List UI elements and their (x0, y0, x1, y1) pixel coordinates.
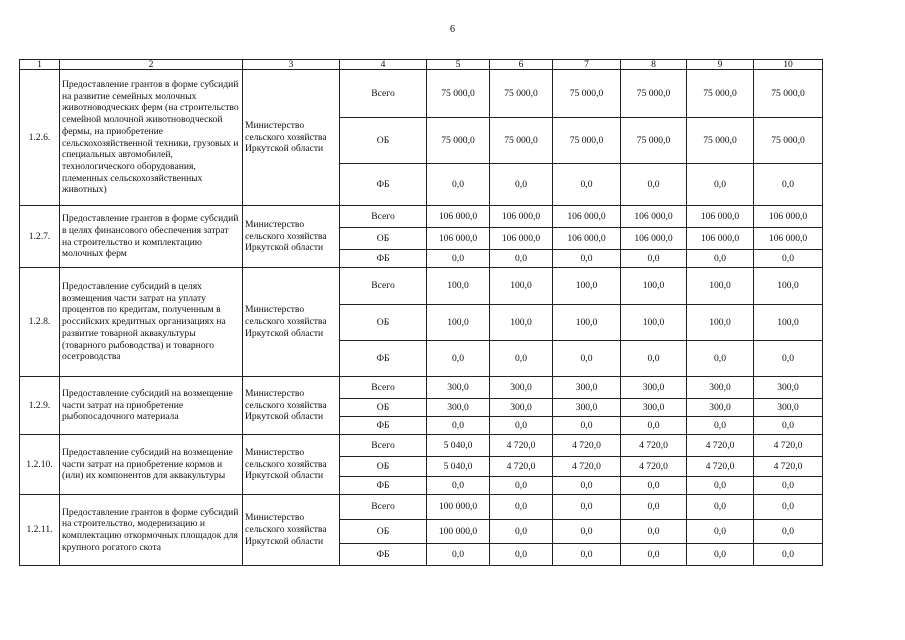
amount-cell: 4 720,0 (553, 435, 621, 457)
responsible-organization: Министерство сельского хозяйства Иркутской области (243, 377, 340, 435)
amount-cell: 0,0 (427, 341, 490, 377)
amount-cell: 300,0 (427, 399, 490, 417)
funding-source: Всего (340, 377, 427, 399)
column-header: 1 (20, 60, 60, 70)
amount-cell: 0,0 (621, 477, 687, 495)
amount-cell: 0,0 (621, 250, 687, 268)
amount-cell: 0,0 (754, 164, 823, 206)
amount-cell: 100,0 (621, 268, 687, 305)
amount-cell: 75 000,0 (490, 70, 553, 118)
amount-cell: 106 000,0 (687, 206, 754, 228)
amount-cell: 100,0 (621, 305, 687, 341)
amount-cell: 5 040,0 (427, 435, 490, 457)
funding-source: ФБ (340, 250, 427, 268)
amount-cell: 100,0 (427, 268, 490, 305)
funding-source: Всего (340, 435, 427, 457)
item-name: Предоставление грантов в форме субсидий на развитие семейных молочных животноводческих ферм (на строительство семейной молочной животноводческой фермы, на приобретение сельскохозяйственной техники, грузовых и специальных автомобилей, технологического оборудования, племенных сельскохозяйственных животных) (60, 70, 243, 206)
amount-cell: 106 000,0 (490, 206, 553, 228)
amount-cell: 0,0 (553, 544, 621, 566)
amount-cell: 0,0 (754, 250, 823, 268)
table-body (20, 70, 823, 566)
amount-cell: 75 000,0 (427, 70, 490, 118)
column-header: 9 (687, 60, 754, 70)
funding-source: Всего (340, 268, 427, 305)
amount-cell: 100,0 (687, 305, 754, 341)
funding-source: ФБ (340, 417, 427, 435)
amount-cell: 4 720,0 (553, 457, 621, 477)
amount-cell: 0,0 (687, 164, 754, 206)
table-row (20, 495, 823, 520)
page-number: 6 (450, 24, 455, 35)
responsible-organization: Министерство сельского хозяйства Иркутской области (243, 268, 340, 377)
amount-cell: 300,0 (490, 399, 553, 417)
funding-source: ФБ (340, 477, 427, 495)
amount-cell: 0,0 (553, 520, 621, 544)
amount-cell: 0,0 (553, 477, 621, 495)
amount-cell: 0,0 (621, 495, 687, 520)
amount-cell: 0,0 (754, 520, 823, 544)
column-header: 2 (60, 60, 243, 70)
item-number: 1.2.8. (20, 268, 60, 377)
amount-cell: 100,0 (490, 305, 553, 341)
amount-cell: 106 000,0 (621, 206, 687, 228)
funding-source: ФБ (340, 544, 427, 566)
amount-cell: 0,0 (687, 417, 754, 435)
amount-cell: 4 720,0 (687, 435, 754, 457)
funding-source: ОБ (340, 399, 427, 417)
amount-cell: 100,0 (553, 305, 621, 341)
item-number: 1.2.11. (20, 495, 60, 566)
amount-cell: 75 000,0 (687, 70, 754, 118)
amount-cell: 75 000,0 (553, 118, 621, 164)
amount-cell: 0,0 (621, 520, 687, 544)
amount-cell: 100,0 (687, 268, 754, 305)
amount-cell: 0,0 (427, 477, 490, 495)
table-row (20, 435, 823, 457)
item-name: Предоставление субсидий в целях возмещения части затрат на уплату процентов по кредитам, полученным в российских кредитных организациях на развитие товарной аквакультуры (товарного рыбоводства) и товарного осетроводства (60, 268, 243, 377)
item-name: Предоставление грантов в форме субсидий в целях финансового обеспечения затрат на строительство и комплектацию молочных ферм (60, 206, 243, 268)
amount-cell: 300,0 (687, 399, 754, 417)
column-header: 8 (621, 60, 687, 70)
amount-cell: 0,0 (490, 341, 553, 377)
responsible-organization: Министерство сельского хозяйства Иркутской области (243, 435, 340, 495)
funding-source: ОБ (340, 305, 427, 341)
amount-cell: 0,0 (621, 164, 687, 206)
amount-cell: 0,0 (553, 417, 621, 435)
column-header: 6 (490, 60, 553, 70)
amount-cell: 0,0 (687, 477, 754, 495)
funding-source: ОБ (340, 520, 427, 544)
amount-cell: 300,0 (553, 399, 621, 417)
funding-source: Всего (340, 206, 427, 228)
amount-cell: 300,0 (754, 377, 823, 399)
amount-cell: 0,0 (490, 544, 553, 566)
item-number: 1.2.6. (20, 70, 60, 206)
amount-cell: 0,0 (687, 341, 754, 377)
column-header: 5 (427, 60, 490, 70)
funding-source: ОБ (340, 457, 427, 477)
amount-cell: 4 720,0 (490, 435, 553, 457)
amount-cell: 75 000,0 (553, 70, 621, 118)
amount-cell: 0,0 (490, 417, 553, 435)
amount-cell: 4 720,0 (621, 457, 687, 477)
amount-cell: 0,0 (754, 417, 823, 435)
amount-cell: 4 720,0 (754, 435, 823, 457)
funding-source: Всего (340, 70, 427, 118)
amount-cell: 106 000,0 (687, 228, 754, 250)
amount-cell: 300,0 (490, 377, 553, 399)
responsible-organization: Министерство сельского хозяйства Иркутской области (243, 206, 340, 268)
amount-cell: 0,0 (553, 250, 621, 268)
amount-cell: 0,0 (687, 520, 754, 544)
amount-cell: 106 000,0 (490, 228, 553, 250)
funding-source: ОБ (340, 118, 427, 164)
amount-cell: 0,0 (553, 341, 621, 377)
amount-cell: 0,0 (490, 477, 553, 495)
amount-cell: 75 000,0 (621, 70, 687, 118)
amount-cell: 4 720,0 (687, 457, 754, 477)
amount-cell: 4 720,0 (490, 457, 553, 477)
amount-cell: 100,0 (427, 305, 490, 341)
amount-cell: 106 000,0 (621, 228, 687, 250)
amount-cell: 0,0 (621, 341, 687, 377)
responsible-organization: Министерство сельского хозяйства Иркутской области (243, 495, 340, 566)
table-row (20, 377, 823, 399)
amount-cell: 300,0 (687, 377, 754, 399)
amount-cell: 106 000,0 (754, 228, 823, 250)
table-row (20, 206, 823, 228)
amount-cell: 100 000,0 (427, 495, 490, 520)
amount-cell: 0,0 (687, 250, 754, 268)
amount-cell: 5 040,0 (427, 457, 490, 477)
item-number: 1.2.10. (20, 435, 60, 495)
amount-cell: 4 720,0 (621, 435, 687, 457)
column-header: 7 (553, 60, 621, 70)
table-row (20, 268, 823, 305)
amount-cell: 75 000,0 (621, 118, 687, 164)
amount-cell: 100,0 (490, 268, 553, 305)
amount-cell: 0,0 (490, 250, 553, 268)
amount-cell: 0,0 (490, 520, 553, 544)
item-number: 1.2.9. (20, 377, 60, 435)
item-name: Предоставление субсидий на возмещение части затрат на приобретение рыбопосадочного материала (60, 377, 243, 435)
funding-source: ФБ (340, 164, 427, 206)
amount-cell: 300,0 (427, 377, 490, 399)
amount-cell: 300,0 (754, 399, 823, 417)
funding-source: Всего (340, 495, 427, 520)
amount-cell: 300,0 (621, 399, 687, 417)
amount-cell: 0,0 (427, 250, 490, 268)
item-name: Предоставление субсидий на возмещение части затрат на приобретение кормов и (или) их компонентов для аквакультуры (60, 435, 243, 495)
amount-cell: 75 000,0 (490, 118, 553, 164)
amount-cell: 300,0 (553, 377, 621, 399)
amount-cell: 75 000,0 (754, 118, 823, 164)
item-name: Предоставление грантов в форме субсидий на строительство, модернизацию и комплектацию откормочных площадок для крупного рогатого скота (60, 495, 243, 566)
amount-cell: 100 000,0 (427, 520, 490, 544)
funding-source: ФБ (340, 341, 427, 377)
amount-cell: 0,0 (427, 544, 490, 566)
amount-cell: 300,0 (621, 377, 687, 399)
item-number: 1.2.7. (20, 206, 60, 268)
amount-cell: 0,0 (621, 544, 687, 566)
column-header: 4 (340, 60, 427, 70)
amount-cell: 0,0 (553, 495, 621, 520)
amount-cell: 106 000,0 (754, 206, 823, 228)
amount-cell: 0,0 (427, 417, 490, 435)
amount-cell: 0,0 (754, 477, 823, 495)
table-row (20, 70, 823, 118)
amount-cell: 100,0 (553, 268, 621, 305)
amount-cell: 0,0 (490, 164, 553, 206)
amount-cell: 0,0 (490, 495, 553, 520)
budget-table (19, 59, 823, 566)
amount-cell: 0,0 (427, 164, 490, 206)
amount-cell: 4 720,0 (754, 457, 823, 477)
amount-cell: 75 000,0 (687, 118, 754, 164)
amount-cell: 0,0 (754, 495, 823, 520)
amount-cell: 0,0 (553, 164, 621, 206)
amount-cell: 100,0 (754, 305, 823, 341)
amount-cell: 100,0 (754, 268, 823, 305)
amount-cell: 0,0 (621, 417, 687, 435)
responsible-organization: Министерство сельского хозяйства Иркутской области (243, 70, 340, 206)
amount-cell: 106 000,0 (553, 206, 621, 228)
amount-cell: 106 000,0 (427, 228, 490, 250)
funding-source: ОБ (340, 228, 427, 250)
amount-cell: 0,0 (754, 544, 823, 566)
amount-cell: 0,0 (754, 341, 823, 377)
amount-cell: 75 000,0 (754, 70, 823, 118)
amount-cell: 106 000,0 (553, 228, 621, 250)
amount-cell: 0,0 (687, 544, 754, 566)
column-number-header (20, 60, 823, 70)
amount-cell: 75 000,0 (427, 118, 490, 164)
column-header: 10 (754, 60, 823, 70)
amount-cell: 106 000,0 (427, 206, 490, 228)
amount-cell: 0,0 (687, 495, 754, 520)
column-header: 3 (243, 60, 340, 70)
